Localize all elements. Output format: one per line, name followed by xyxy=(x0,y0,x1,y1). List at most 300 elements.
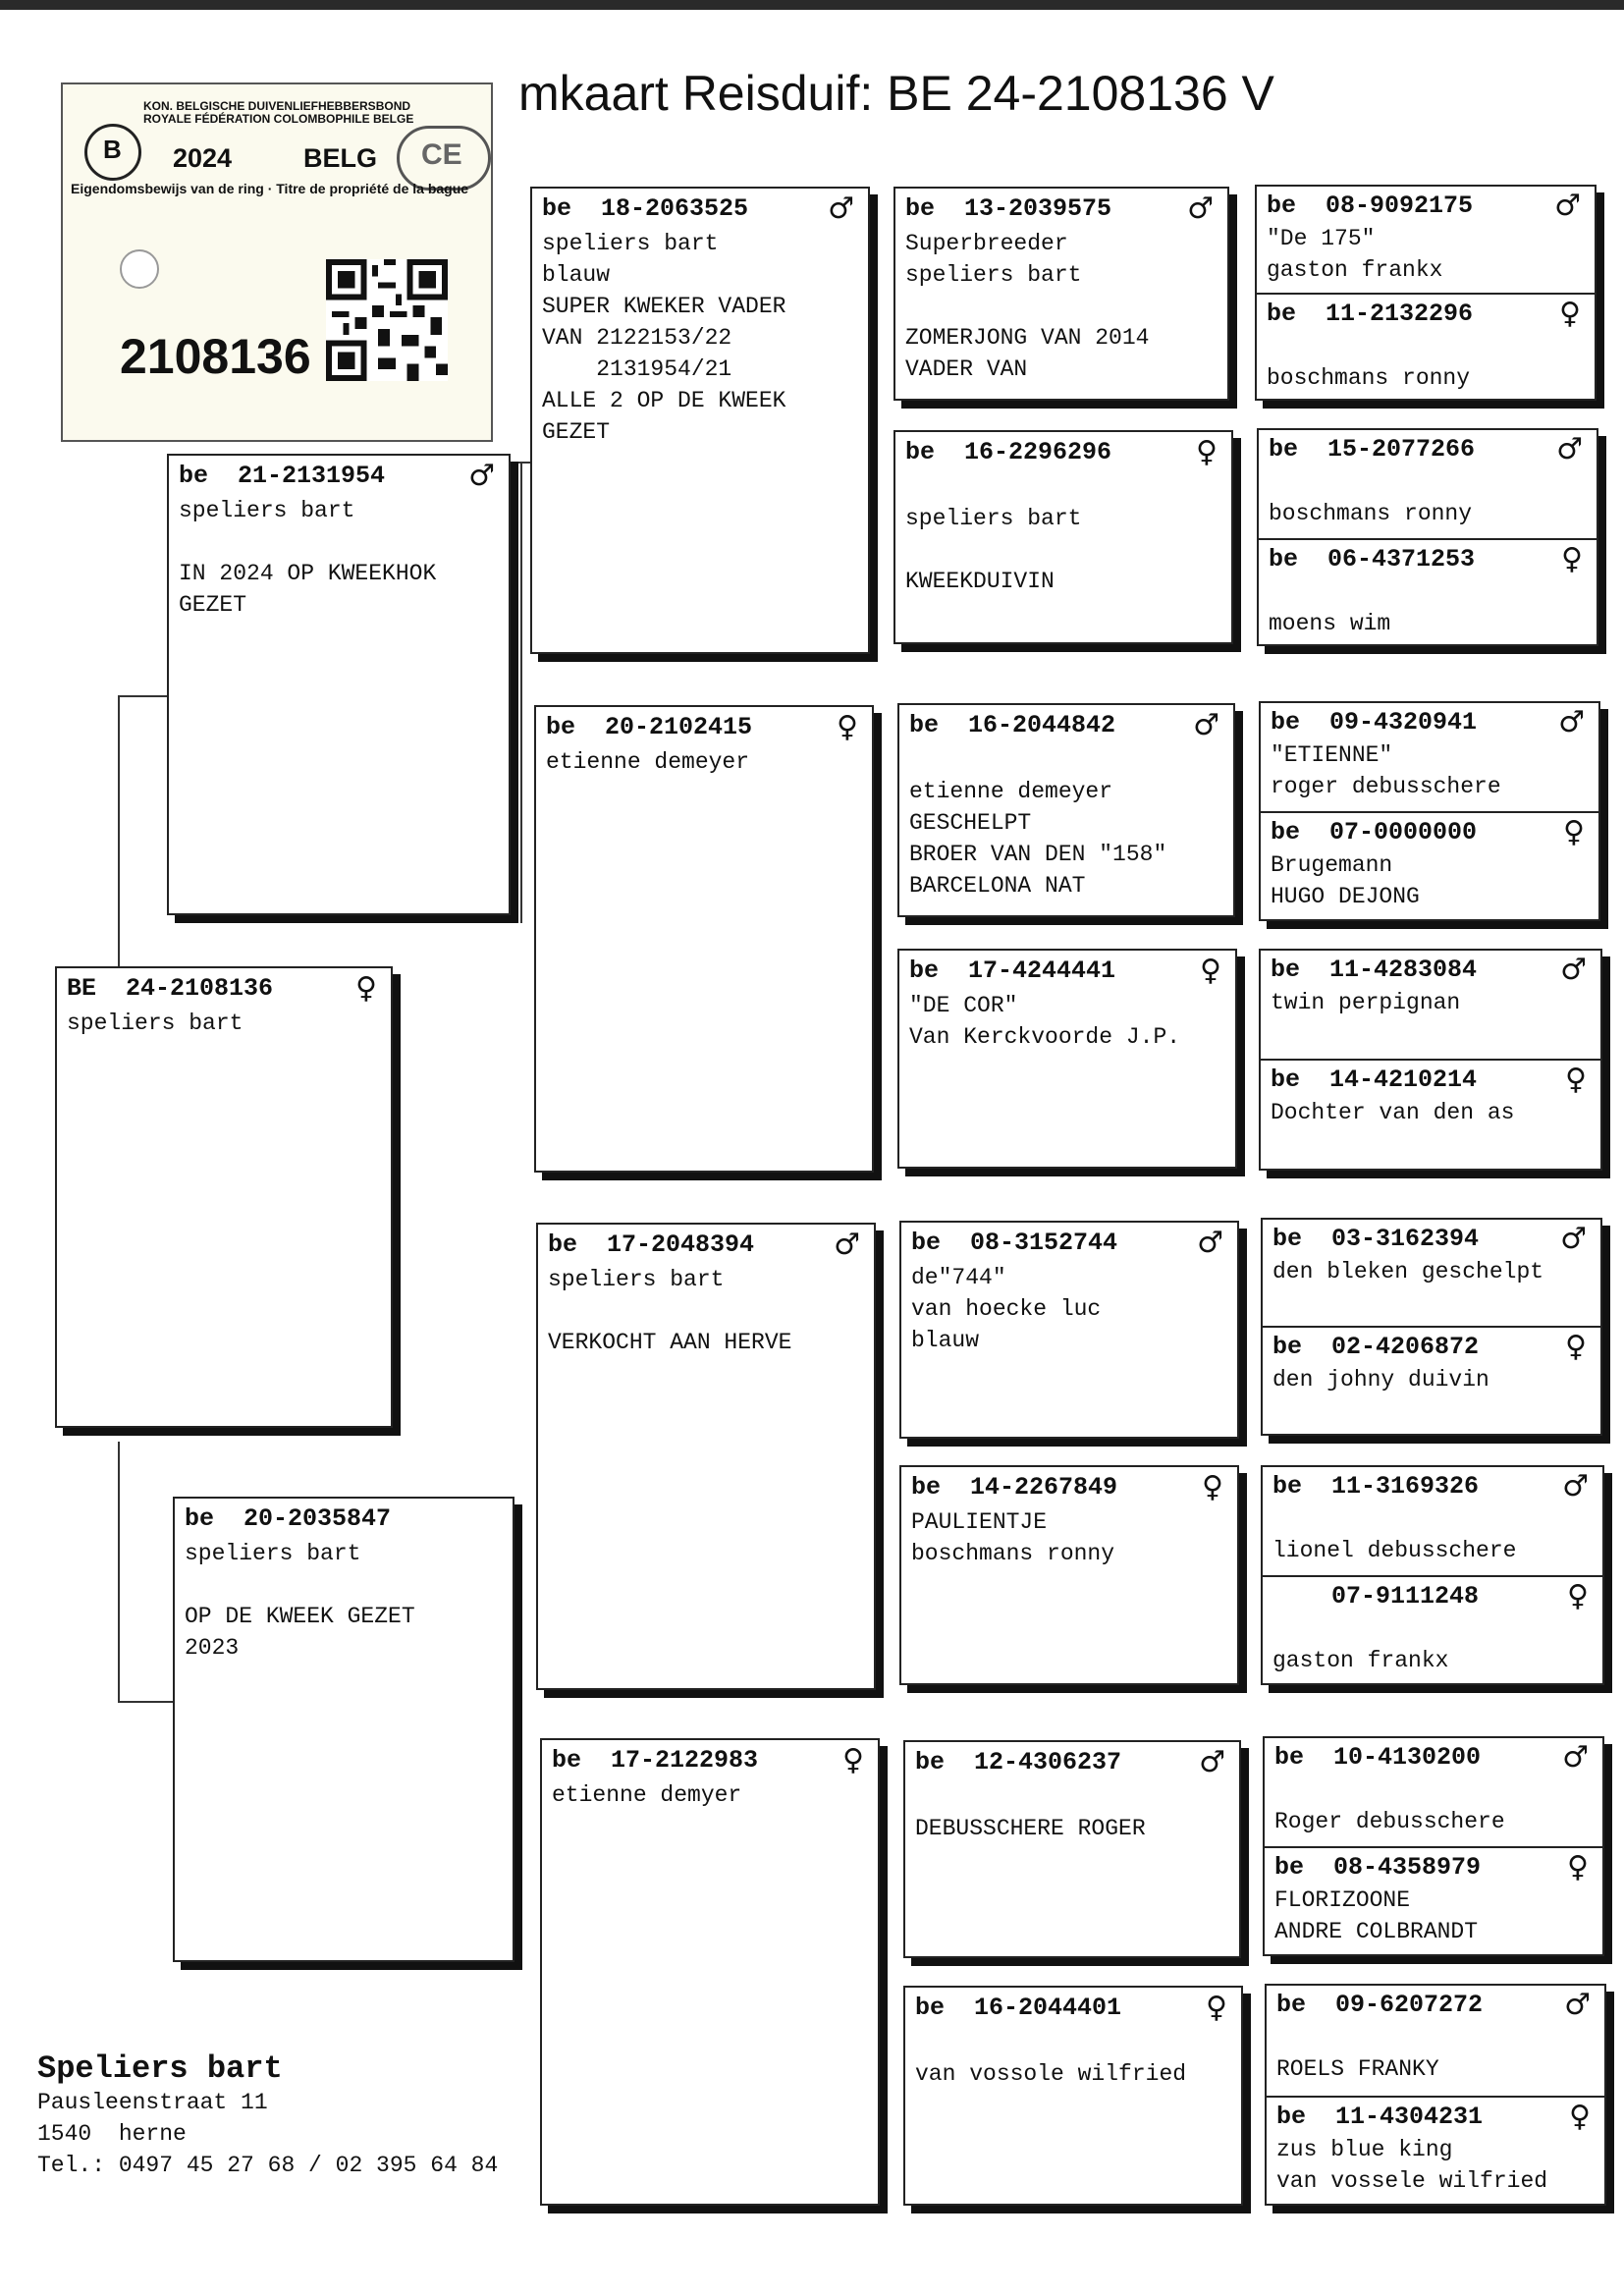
mff-ring: 08-3152744 xyxy=(970,1228,1118,1257)
ff-note-line: speliers bart xyxy=(542,231,719,256)
mff-note-line: de"744" xyxy=(911,1265,1006,1290)
g8a-ring: 09-6207272 xyxy=(1335,1990,1484,2019)
mf-note-line: VERKOCHT AAN HERVE xyxy=(548,1330,792,1355)
mother-note-line xyxy=(185,1569,503,1601)
g2b-notes xyxy=(1259,575,1597,642)
certificate-number: 2108136 xyxy=(120,329,311,384)
fmf-note-line: BARCELONA NAT xyxy=(909,873,1086,899)
fff-note-line xyxy=(905,291,1218,322)
g5a-ring-number xyxy=(1272,1225,1479,1253)
g5b-sex-icon: ♀ xyxy=(1565,1329,1587,1364)
mf-sex-icon: ♂ xyxy=(834,1227,860,1262)
subject-country-code: BE xyxy=(67,973,97,1003)
ff-note-line: GEZET xyxy=(542,419,611,445)
mmm-header xyxy=(905,1988,1241,2025)
mff-header xyxy=(901,1223,1237,1260)
fmf-notes xyxy=(899,742,1233,903)
father-note-line: IN 2024 OP KWEEKHOK xyxy=(179,561,437,586)
g1a-note-line: gaston frankx xyxy=(1267,257,1443,283)
g2a-notes xyxy=(1259,465,1597,532)
g8a-ring-number xyxy=(1276,1991,1483,2019)
pedigree-pair-card-g2 xyxy=(1257,428,1598,646)
father-notes xyxy=(169,493,509,623)
g7a-ring-number xyxy=(1274,1743,1481,1772)
g7b-note-line: ANDRE COLBRANDT xyxy=(1274,1919,1479,1944)
g1b-ring: 11-2132296 xyxy=(1326,299,1474,328)
g1a-country-code: be xyxy=(1267,191,1297,220)
fff-country-code: be xyxy=(905,193,936,223)
mfm-sex-icon: ♀ xyxy=(1202,1469,1223,1504)
g7a-header xyxy=(1265,1738,1602,1774)
g4b-country-code: be xyxy=(1271,1065,1301,1094)
mf-ring: 17-2048394 xyxy=(607,1229,755,1259)
g5b-note-line: den johny duivin xyxy=(1272,1367,1489,1393)
pedigree-card-mmf xyxy=(903,1740,1241,1958)
g8a-country-code: be xyxy=(1276,1990,1307,2019)
pedigree-card-mm xyxy=(540,1738,880,2206)
g5a-notes xyxy=(1263,1255,1600,1290)
pedigree-card-mf xyxy=(536,1223,876,1690)
ffm-sex-icon: ♀ xyxy=(1196,434,1218,469)
g2a-ring: 15-2077266 xyxy=(1327,434,1476,464)
g6b-note-line: gaston frankx xyxy=(1272,1648,1449,1673)
mmm-ring: 16-2044401 xyxy=(974,1993,1122,2022)
g4a-ring-number xyxy=(1271,956,1477,984)
g2a-header xyxy=(1259,430,1597,465)
g7b-country-code: be xyxy=(1274,1852,1305,1882)
g1b-note-line: boschmans ronny xyxy=(1267,365,1471,391)
g1a-ring-number xyxy=(1267,191,1473,220)
fm-ring-number xyxy=(546,713,752,741)
g5a-note-line: den bleken geschelpt xyxy=(1272,1259,1544,1284)
pedigree-card-fff xyxy=(893,187,1229,401)
pedigree-card-g1a xyxy=(1257,187,1595,289)
g3a-note-line: "ETIENNE" xyxy=(1271,742,1393,768)
g7b-header xyxy=(1265,1848,1602,1884)
g5b-ring-number xyxy=(1272,1333,1479,1361)
g4a-header xyxy=(1261,951,1600,986)
father-ring: 21-2131954 xyxy=(238,461,386,490)
fmf-note-line: etienne demeyer xyxy=(909,779,1113,804)
g1b-note-line xyxy=(1267,332,1585,363)
g2b-note-line: moens wim xyxy=(1269,611,1391,636)
g1a-note-line: "De 175" xyxy=(1267,226,1376,251)
g3b-ring: 07-0000000 xyxy=(1329,817,1478,847)
mother-country-code: be xyxy=(185,1503,215,1533)
pedigree-pair-card-g5 xyxy=(1261,1218,1602,1436)
g6a-ring: 11-3169326 xyxy=(1331,1471,1480,1501)
mmf-notes xyxy=(905,1779,1239,1846)
mf-note-line: speliers bart xyxy=(548,1267,725,1292)
mfm-header xyxy=(901,1467,1237,1504)
g8b-notes xyxy=(1267,2133,1604,2200)
g5b-ring: 02-4206872 xyxy=(1331,1332,1480,1361)
g4b-notes xyxy=(1261,1096,1600,1131)
g4a-country-code: be xyxy=(1271,955,1301,984)
pedigree-card-ffm xyxy=(893,430,1233,644)
pedigree-card-fmm xyxy=(897,949,1237,1169)
mm-ring: 17-2122983 xyxy=(611,1745,759,1775)
g3a-ring-number xyxy=(1271,708,1477,737)
pedigree-pair-card-g8 xyxy=(1265,1984,1606,2206)
g8a-header xyxy=(1267,1986,1604,2021)
g8b-note-line: van vossele wilfried xyxy=(1276,2168,1548,2194)
pedigree-card-g2b xyxy=(1259,538,1597,642)
g6b-ring: 07-9111248 xyxy=(1331,1581,1480,1611)
ff-note-line: blauw xyxy=(542,262,611,288)
owner-phone: Tel.: 0497 45 27 68 / 02 395 64 84 xyxy=(37,2153,499,2178)
ff-header xyxy=(532,189,868,226)
g7b-notes xyxy=(1265,1884,1602,1950)
g3b-ring-number xyxy=(1271,818,1477,847)
mother-notes xyxy=(175,1536,513,1666)
pedigree-pair-card-g3 xyxy=(1259,701,1600,921)
mm-note-line: etienne demyer xyxy=(552,1782,742,1808)
mfm-ring: 14-2267849 xyxy=(970,1472,1118,1502)
subject-header xyxy=(57,968,391,1006)
g3b-note-line: HUGO DEJONG xyxy=(1271,884,1420,909)
pedigree-pair-card-g1 xyxy=(1255,185,1597,401)
mfm-notes xyxy=(901,1504,1237,1571)
pedigree-card-fm xyxy=(534,705,874,1173)
g3b-sex-icon: ♀ xyxy=(1563,814,1585,849)
g1a-ring: 08-9092175 xyxy=(1326,191,1474,220)
owner-city: 1540 herne xyxy=(37,2121,187,2147)
g6a-notes xyxy=(1263,1503,1602,1569)
owner-street: Pausleenstraat 11 xyxy=(37,2090,268,2115)
fmf-note-line: BROER VAN DEN "158" xyxy=(909,842,1167,867)
g1b-sex-icon: ♀ xyxy=(1559,296,1581,331)
fmf-sex-icon: ♂ xyxy=(1193,707,1219,742)
mf-notes xyxy=(538,1262,874,1360)
fmm-country-code: be xyxy=(909,956,940,985)
g8b-ring-number xyxy=(1276,2103,1483,2131)
g3b-notes xyxy=(1261,848,1598,915)
mmm-note-line: van vossole wilfried xyxy=(915,2061,1187,2087)
mff-sex-icon: ♂ xyxy=(1197,1225,1223,1260)
fmm-header xyxy=(899,951,1235,988)
g3a-header xyxy=(1261,703,1598,738)
fm-header xyxy=(536,707,872,744)
pedigree-card-g5b xyxy=(1263,1326,1600,1398)
g2a-sex-icon: ♂ xyxy=(1556,431,1583,466)
g3a-sex-icon: ♂ xyxy=(1558,704,1585,739)
g8b-sex-icon: ♀ xyxy=(1569,2099,1591,2134)
pedigree-card-g3a xyxy=(1261,703,1598,805)
g4a-notes xyxy=(1261,986,1600,1021)
mff-note-line: van hoecke luc xyxy=(911,1296,1102,1322)
mmf-country-code: be xyxy=(915,1747,946,1776)
g4b-header xyxy=(1261,1061,1600,1096)
certificate-year: 2024 xyxy=(173,143,233,173)
mmf-note-line xyxy=(915,1781,1229,1813)
owner-address xyxy=(37,2050,498,2181)
fm-sex-icon: ♀ xyxy=(837,709,858,744)
mmm-country-code: be xyxy=(915,1993,946,2022)
g5a-country-code: be xyxy=(1272,1224,1303,1253)
ff-ring: 18-2063525 xyxy=(601,193,749,223)
pedigree-card-g7b xyxy=(1265,1846,1602,1950)
mother-header xyxy=(175,1499,513,1536)
mmm-ring-number xyxy=(915,1994,1121,2022)
fff-note-line: speliers bart xyxy=(905,262,1082,288)
pedigree-card-g2a xyxy=(1259,430,1597,532)
pedigree-connector xyxy=(118,1442,175,1703)
mfm-note-line: PAULIENTJE xyxy=(911,1509,1048,1535)
certificate-country: BELG xyxy=(303,143,378,173)
g4a-sex-icon: ♂ xyxy=(1560,952,1587,987)
g8a-note-line: ROELS FRANKY xyxy=(1276,2056,1439,2082)
g8a-sex-icon: ♂ xyxy=(1564,1987,1591,2022)
mmm-note-line xyxy=(915,2027,1231,2058)
mmf-ring: 12-4306237 xyxy=(974,1747,1122,1776)
g3a-notes xyxy=(1261,738,1598,805)
pedigree-pair-card-g6 xyxy=(1261,1465,1604,1685)
g1a-sex-icon: ♂ xyxy=(1554,188,1581,223)
g7b-sex-icon: ♀ xyxy=(1567,1849,1589,1885)
ffm-note-line: speliers bart xyxy=(905,506,1082,531)
fmm-ring-number xyxy=(909,956,1115,985)
federation-name: KON. BELGISCHE DUIVENLIEFHEBBERSBOND ROYALE FÉDÉRATION COLOMBOPHILE BELGE xyxy=(143,99,414,126)
g7a-note-line xyxy=(1274,1776,1593,1807)
ffm-note-line xyxy=(905,471,1221,503)
ffm-ring: 16-2296296 xyxy=(964,437,1112,466)
father-ring-number xyxy=(179,462,385,490)
g7a-country-code: be xyxy=(1274,1742,1305,1772)
subject-ring-number xyxy=(67,974,273,1003)
g6b-header xyxy=(1263,1577,1602,1612)
fmm-note-line: Van Kerckvoorde J.P. xyxy=(909,1024,1181,1050)
mm-notes xyxy=(542,1777,878,1813)
mfm-note-line: boschmans ronny xyxy=(911,1541,1115,1566)
fff-header xyxy=(895,189,1227,226)
ffm-ring-number xyxy=(905,438,1111,466)
g8b-ring: 11-4304231 xyxy=(1335,2102,1484,2131)
page-title: mkaart Reisduif: BE 24-2108136 V xyxy=(518,66,1274,121)
ffm-country-code: be xyxy=(905,437,936,466)
mm-ring-number xyxy=(552,1746,758,1775)
fmf-country-code: be xyxy=(909,710,940,739)
g4b-ring-number xyxy=(1271,1066,1477,1094)
mother-note-line: OP DE KWEEK GEZET xyxy=(185,1604,415,1629)
pedigree-card-g6b xyxy=(1263,1575,1602,1679)
mm-country-code: be xyxy=(552,1745,582,1775)
qr-code-icon xyxy=(326,259,448,381)
g8b-note-line: zus blue king xyxy=(1276,2137,1453,2162)
g4a-note-line: twin perpignan xyxy=(1271,990,1461,1015)
ff-ring-number xyxy=(542,194,748,223)
g4a-ring: 11-4283084 xyxy=(1329,955,1478,984)
g7a-sex-icon: ♂ xyxy=(1562,1739,1589,1775)
g2a-country-code: be xyxy=(1269,434,1299,464)
pedigree-card-ff xyxy=(530,187,870,654)
g2a-ring-number xyxy=(1269,435,1475,464)
g6b-sex-icon: ♀ xyxy=(1567,1578,1589,1613)
g6a-ring-number xyxy=(1272,1472,1479,1501)
mmm-sex-icon: ♀ xyxy=(1206,1990,1227,2025)
pedigree-card-father xyxy=(167,454,511,915)
g7a-notes xyxy=(1265,1774,1602,1840)
g2b-header xyxy=(1259,540,1597,575)
g5a-header xyxy=(1263,1220,1600,1255)
fff-sex-icon: ♂ xyxy=(1187,191,1214,226)
pedigree-card-mother xyxy=(173,1497,514,1962)
fmm-note-line: "DE COR" xyxy=(909,993,1018,1018)
ff-country-code: be xyxy=(542,193,572,223)
pedigree-card-fmf xyxy=(897,703,1235,917)
father-note-line xyxy=(179,526,499,558)
g1b-country-code: be xyxy=(1267,299,1297,328)
father-header xyxy=(169,456,509,493)
ff-notes xyxy=(532,226,868,450)
mm-header xyxy=(542,1740,878,1777)
ff-note-line: ALLE 2 OP DE KWEEK xyxy=(542,388,786,413)
mf-ring-number xyxy=(548,1230,754,1259)
g2a-note-line: boschmans ronny xyxy=(1269,501,1473,526)
g1b-header xyxy=(1257,295,1595,330)
g8b-header xyxy=(1267,2098,1604,2133)
g3a-ring: 09-4320941 xyxy=(1329,707,1478,737)
fff-ring: 13-2039575 xyxy=(964,193,1112,223)
mmf-header xyxy=(905,1742,1239,1779)
g7b-ring-number xyxy=(1274,1853,1481,1882)
mff-ring-number xyxy=(911,1229,1117,1257)
g6b-ring-number xyxy=(1272,1582,1479,1611)
pedigree-card-g3b xyxy=(1261,811,1598,915)
g6b-note-line xyxy=(1272,1614,1593,1646)
g2b-ring-number xyxy=(1269,545,1475,574)
subject-sex-icon: ♀ xyxy=(355,970,377,1006)
mfm-ring-number xyxy=(911,1473,1117,1502)
ff-note-line: 2131954/21 xyxy=(542,356,732,382)
ff-note-line: SUPER KWEKER VADER xyxy=(542,294,786,319)
mother-ring: 20-2035847 xyxy=(244,1503,392,1533)
mff-country-code: be xyxy=(911,1228,942,1257)
pedigree-card-g4a xyxy=(1261,951,1600,1021)
g4b-note-line: Dochter van den as xyxy=(1271,1100,1515,1125)
pedigree-connector xyxy=(118,695,171,972)
g8a-notes xyxy=(1267,2021,1604,2088)
fmm-ring: 17-4244441 xyxy=(968,956,1116,985)
pedigree-card-g7a xyxy=(1265,1738,1602,1840)
pedigree-card-mff xyxy=(899,1221,1239,1439)
g5a-sex-icon: ♂ xyxy=(1560,1221,1587,1256)
fmf-note-line xyxy=(909,744,1223,776)
subject-notes xyxy=(57,1006,391,1041)
scan-top-edge xyxy=(0,0,1624,10)
pedigree-card-mfm xyxy=(899,1465,1239,1685)
g3a-country-code: be xyxy=(1271,707,1301,737)
father-note-line: GEZET xyxy=(179,592,247,618)
fm-notes xyxy=(536,744,872,780)
g6a-note-line: lionel debusschere xyxy=(1272,1538,1517,1563)
g1b-ring-number xyxy=(1267,300,1473,328)
fmf-ring-number xyxy=(909,711,1115,739)
g4b-sex-icon: ♀ xyxy=(1565,1062,1587,1097)
g5b-header xyxy=(1263,1328,1600,1363)
mff-notes xyxy=(901,1260,1237,1358)
owner-name: Speliers bart xyxy=(37,2050,283,2087)
certificate-property-text: Eigendomsbewijs van de ring · Titre de propriété de la bague xyxy=(71,181,469,196)
pedigree-card-g8a xyxy=(1267,1986,1604,2088)
ffm-note-line: KWEEKDUIVIN xyxy=(905,569,1055,594)
pedigree-card-g1b xyxy=(1257,293,1595,397)
mm-sex-icon: ♀ xyxy=(842,1742,864,1777)
g8b-country-code: be xyxy=(1276,2102,1307,2131)
mmm-notes xyxy=(905,2025,1241,2092)
fmf-ring: 16-2044842 xyxy=(968,710,1116,739)
g1a-header xyxy=(1257,187,1595,222)
eu-logo-icon: CE xyxy=(397,126,491,191)
g7a-ring: 10-4130200 xyxy=(1333,1742,1482,1772)
pedigree-pair-card-g4 xyxy=(1259,949,1602,1171)
g5b-country-code: be xyxy=(1272,1332,1303,1361)
fff-ring-number xyxy=(905,194,1111,223)
fmm-notes xyxy=(899,988,1235,1055)
fm-country-code: be xyxy=(546,712,576,741)
g6a-header xyxy=(1263,1467,1602,1503)
g5b-notes xyxy=(1263,1363,1600,1398)
mmf-sex-icon: ♂ xyxy=(1199,1744,1225,1779)
fm-note-line: etienne demeyer xyxy=(546,749,750,775)
g2b-note-line xyxy=(1269,577,1587,609)
g6a-country-code: be xyxy=(1272,1471,1303,1501)
pedigree-card-g6a xyxy=(1263,1467,1602,1569)
mother-note-line: speliers bart xyxy=(185,1541,361,1566)
g2b-ring: 06-4371253 xyxy=(1327,544,1476,574)
g2a-note-line xyxy=(1269,467,1587,499)
pedigree-card-g4b xyxy=(1261,1059,1600,1131)
subject-note-line: speliers bart xyxy=(67,1011,244,1036)
fff-note-line: VADER VAN xyxy=(905,356,1028,382)
g4b-ring: 14-4210214 xyxy=(1329,1065,1478,1094)
fff-notes xyxy=(895,226,1227,387)
pedigree-card-g5a xyxy=(1263,1220,1600,1290)
g7b-note-line: FLORIZOONE xyxy=(1274,1887,1411,1913)
g6b-notes xyxy=(1263,1612,1602,1679)
g3b-note-line: Brugemann xyxy=(1271,852,1393,878)
g3a-note-line: roger debusschere xyxy=(1271,774,1501,799)
g3b-header xyxy=(1261,813,1598,848)
g1b-notes xyxy=(1257,330,1595,397)
kbdb-logo-icon: B xyxy=(84,124,141,181)
father-country-code: be xyxy=(179,461,209,490)
g2b-sex-icon: ♀ xyxy=(1561,541,1583,576)
ring-certificate xyxy=(61,82,493,442)
pedigree-card-subject xyxy=(55,966,393,1428)
subject-ring: 24-2108136 xyxy=(126,973,274,1003)
ffm-note-line xyxy=(905,534,1221,566)
g3b-country-code: be xyxy=(1271,817,1301,847)
pedigree-pair-card-g7 xyxy=(1263,1736,1604,1956)
ff-note-line: VAN 2122153/22 xyxy=(542,325,732,351)
ffm-notes xyxy=(895,469,1231,599)
mf-header xyxy=(538,1225,874,1262)
mff-note-line: blauw xyxy=(911,1328,980,1353)
g7a-note-line: Roger debusschere xyxy=(1274,1809,1505,1834)
mf-country-code: be xyxy=(548,1229,578,1259)
fm-ring: 20-2102415 xyxy=(605,712,753,741)
g6a-sex-icon: ♂ xyxy=(1562,1468,1589,1503)
fmf-header xyxy=(899,705,1233,742)
g1a-notes xyxy=(1257,222,1595,289)
mmf-ring-number xyxy=(915,1748,1121,1776)
ff-sex-icon: ♂ xyxy=(828,191,854,226)
fff-note-line: ZOMERJONG VAN 2014 xyxy=(905,325,1150,351)
mfm-country-code: be xyxy=(911,1472,942,1502)
fmf-note-line: GESCHELPT xyxy=(909,810,1032,836)
mother-ring-number xyxy=(185,1504,391,1533)
